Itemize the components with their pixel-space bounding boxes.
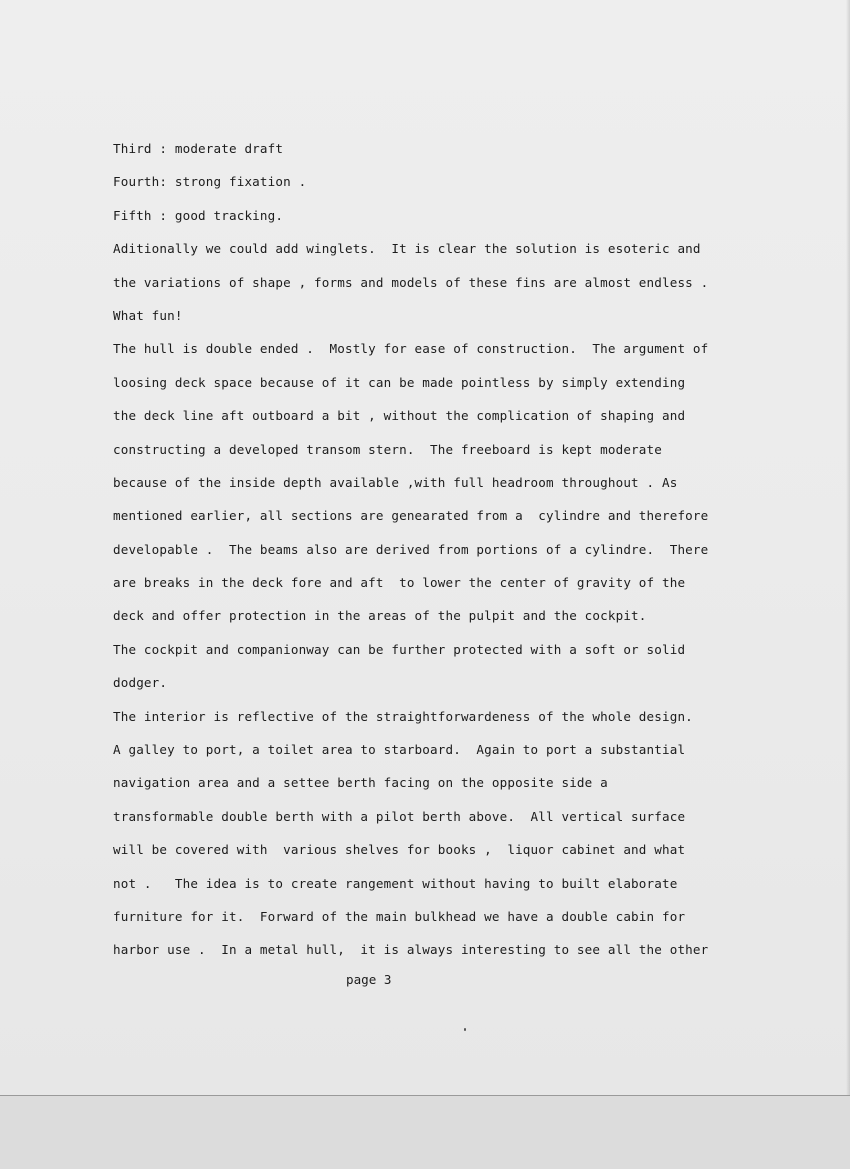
text-line: Fifth : good tracking. — [113, 207, 284, 223]
text-line: not . The idea is to create rangement without having to built elaborate — [113, 875, 678, 891]
text-line: The hull is double ended . Mostly for ease of construction. The argument of — [113, 341, 709, 357]
scan-speck — [464, 1028, 466, 1031]
text-line: developable . The beams also are derived from portions of a cylindre. There — [113, 541, 709, 557]
text-line: A galley to port, a toilet area to starboard. Again to port a substantial — [113, 742, 686, 758]
text-line: the variations of shape , forms and models of these fins are almost endless . — [113, 274, 709, 290]
text-line: because of the inside depth available ,with full headroom throughout . As — [113, 474, 678, 490]
text-line: are breaks in the deck fore and aft to lower the center of gravity of the — [113, 575, 686, 591]
text-line: Aditionally we could add winglets. It is clear the solution is esoteric and — [113, 241, 701, 257]
text-line: The interior is reflective of the straightforwardeness of the whole design. — [113, 708, 693, 724]
text-line: the deck line aft outboard a bit , without the complication of shaping and — [113, 408, 686, 424]
text-line: Third : moderate draft — [113, 141, 284, 156]
text-line: will be covered with various shelves for books , liquor cabinet and what — [113, 842, 686, 858]
text-line: deck and offer protection in the areas of the pulpit and the cockpit. — [113, 608, 647, 624]
scanner-background — [0, 1096, 850, 1169]
text-line: dodger. — [113, 675, 168, 691]
text-line: navigation area and a settee berth facing on the opposite side a — [113, 775, 608, 791]
text-line: harbor use . In a metal hull, it is always interesting to see all the other — [113, 942, 709, 958]
text-line: The cockpit and companionway can be further protected with a soft or solid — [113, 641, 686, 657]
text-line: transformable double berth with a pilot berth above. All vertical surface — [113, 808, 686, 824]
text-line: Fourth: strong fixation . — [113, 174, 307, 190]
page-number: page 3 — [346, 972, 392, 987]
text-line: constructing a developed transom stern. The freeboard is kept moderate — [113, 441, 662, 457]
text-line: furniture for it. Forward of the main bulkhead we have a double cabin for — [113, 908, 686, 924]
text-line: mentioned earlier, all sections are genearated from a cylindre and therefore — [113, 508, 709, 524]
body-text — [113, 137, 773, 972]
text-line: loosing deck space because of it can be made pointless by simply extending — [113, 374, 686, 390]
text-line: What fun! — [113, 307, 183, 323]
